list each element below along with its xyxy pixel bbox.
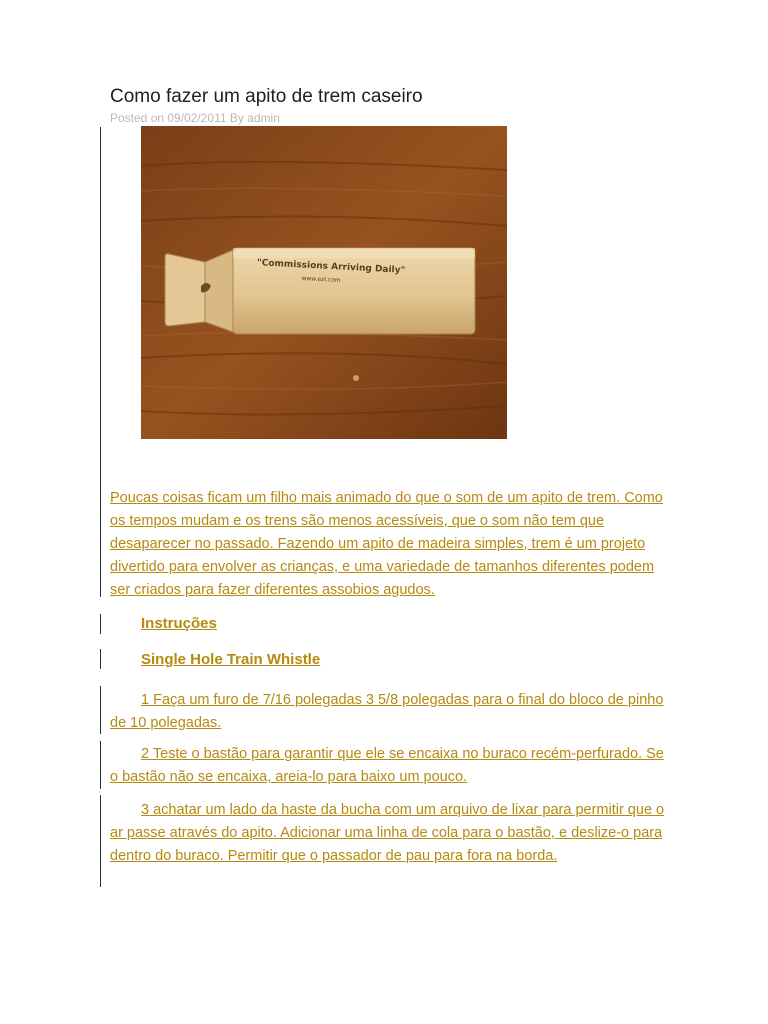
left-border-rule (100, 686, 101, 734)
whistle-engraving-line1: "Commissions Arriving Daily" (256, 258, 406, 276)
whistle-engraving-line2: www.ezl.com (301, 274, 341, 285)
step-2-link[interactable]: 2 Teste o bastão para garantir que ele se encaixa no buraco recém-perfurado. Se o bastão não se encaixa, areia-lo para baixo um pouco. (110, 746, 664, 785)
step-3-link[interactable]: 3 achatar um lado da haste da bucha com um arquivo de lixar para permitir que o ar passe através do apito. Adicionar uma linha de cola para o bastão, e deslize-o para dentro do buraco. Permitir que o passador de pau para fora na borda. (110, 802, 665, 864)
whistle-photo (141, 126, 507, 439)
left-border-rule (100, 614, 101, 634)
page-title: Como fazer um apito de trem caseiro (110, 86, 423, 107)
step-1-link[interactable]: 1 Faça um furo de 7/16 polegadas 3 5/8 polegadas para o final do bloco de pinho de 10 polegadas. (110, 692, 664, 731)
left-border-rule (100, 127, 101, 597)
wooden-whistle-illustration (165, 248, 475, 334)
intro-paragraph-link[interactable]: Poucas coisas ficam um filho mais animado do que o som de um apito de trem. Como os tempos mudam e os trens são menos acessíveis, que o som não tem que desaparecer no passado. Fazendo um apito de madeira simples, trem é um projeto divertido para envolver as crianças, e uma variedade de tamanhos diferentes podem ser criados para fazer diferentes assobios agudos. (110, 490, 663, 598)
post-meta: Posted on 09/02/2011 By admin (110, 111, 280, 125)
left-border-rule (100, 795, 101, 887)
left-border-rule (100, 741, 101, 789)
single-hole-heading-link[interactable]: Single Hole Train Whistle (141, 651, 321, 668)
left-border-rule (100, 649, 101, 669)
instructions-heading-link[interactable]: Instruções (141, 615, 217, 632)
